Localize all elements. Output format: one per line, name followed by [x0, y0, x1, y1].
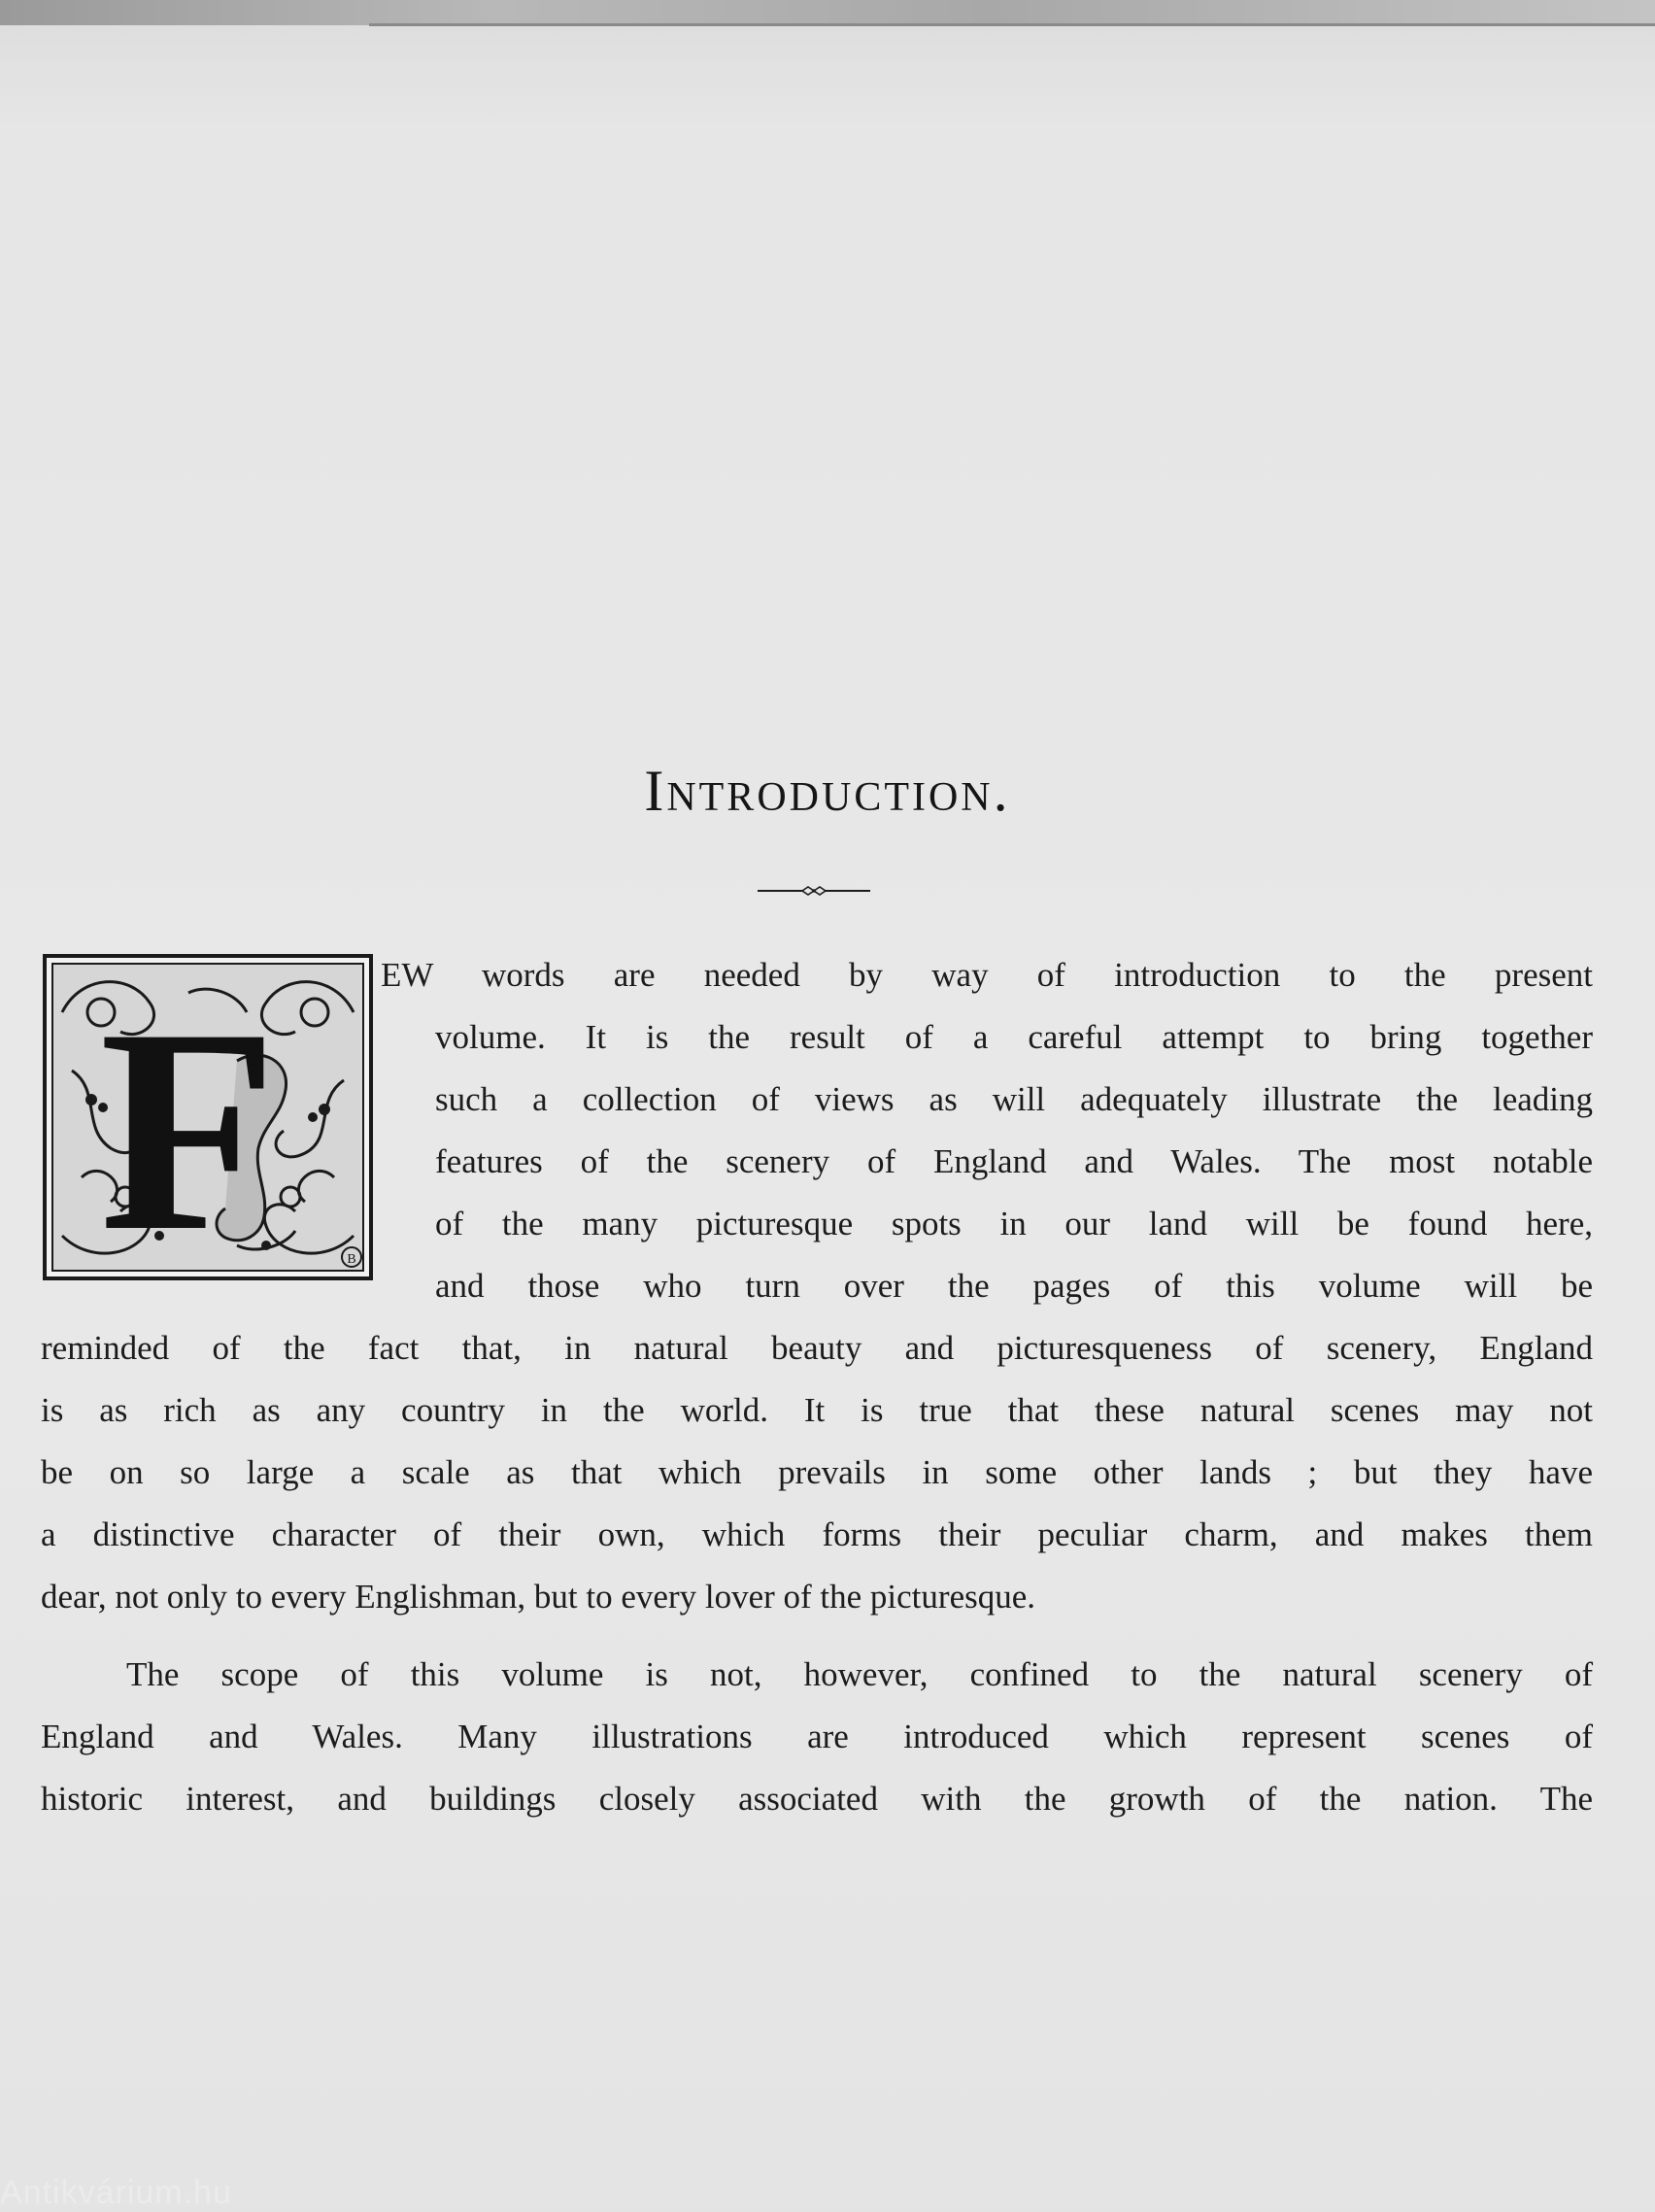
text-line: of the many picturesque spots in our land will be found here, — [435, 1205, 1593, 1242]
text-line: dear, not only to every Englishman, but to every lover of the picturesque. — [41, 1578, 1036, 1616]
watermark: Antikvárium.hu — [0, 2174, 232, 2211]
text-line: features of the scenery of England and Wales. The most notable — [435, 1142, 1593, 1180]
text-line: historic interest, and buildings closely associated with the growth of the nation. The — [41, 1780, 1593, 1818]
text-line: such a collection of views as will adequately illustrate the leading — [435, 1080, 1593, 1118]
text-line: is as rich as any country in the world. It is true that these natural scenes may not — [41, 1391, 1593, 1429]
text-line: England and Wales. Many illustrations are introduced which represent scenes of — [41, 1718, 1593, 1755]
text-line: volume. It is the result of a careful attempt to bring together — [435, 1018, 1593, 1056]
chapter-title: Introduction. — [644, 759, 1011, 823]
ornamental-drop-cap — [43, 954, 373, 1280]
text-line: EW words are needed by way of introduction to the present — [381, 956, 1593, 994]
engraver-monogram: B — [347, 1252, 356, 1267]
page-top-shadow — [0, 0, 1655, 25]
title-ornament — [756, 879, 872, 902]
drop-cap-letter: F — [99, 969, 278, 1280]
text-line: and those who turn over the pages of this volume will be — [435, 1267, 1593, 1305]
text-line: a distinctive character of their own, which forms their peculiar charm, and makes them — [41, 1515, 1593, 1553]
text-line: The scope of this volume is not, however, confined to the natural scenery of — [126, 1655, 1593, 1693]
text-line: be on so large a scale as that which prevails in some other lands ; but they have — [41, 1453, 1593, 1491]
text-line: reminded of the fact that, in natural beauty and picturesqueness of scenery, England — [41, 1329, 1593, 1367]
page-top-edge — [369, 23, 1655, 26]
